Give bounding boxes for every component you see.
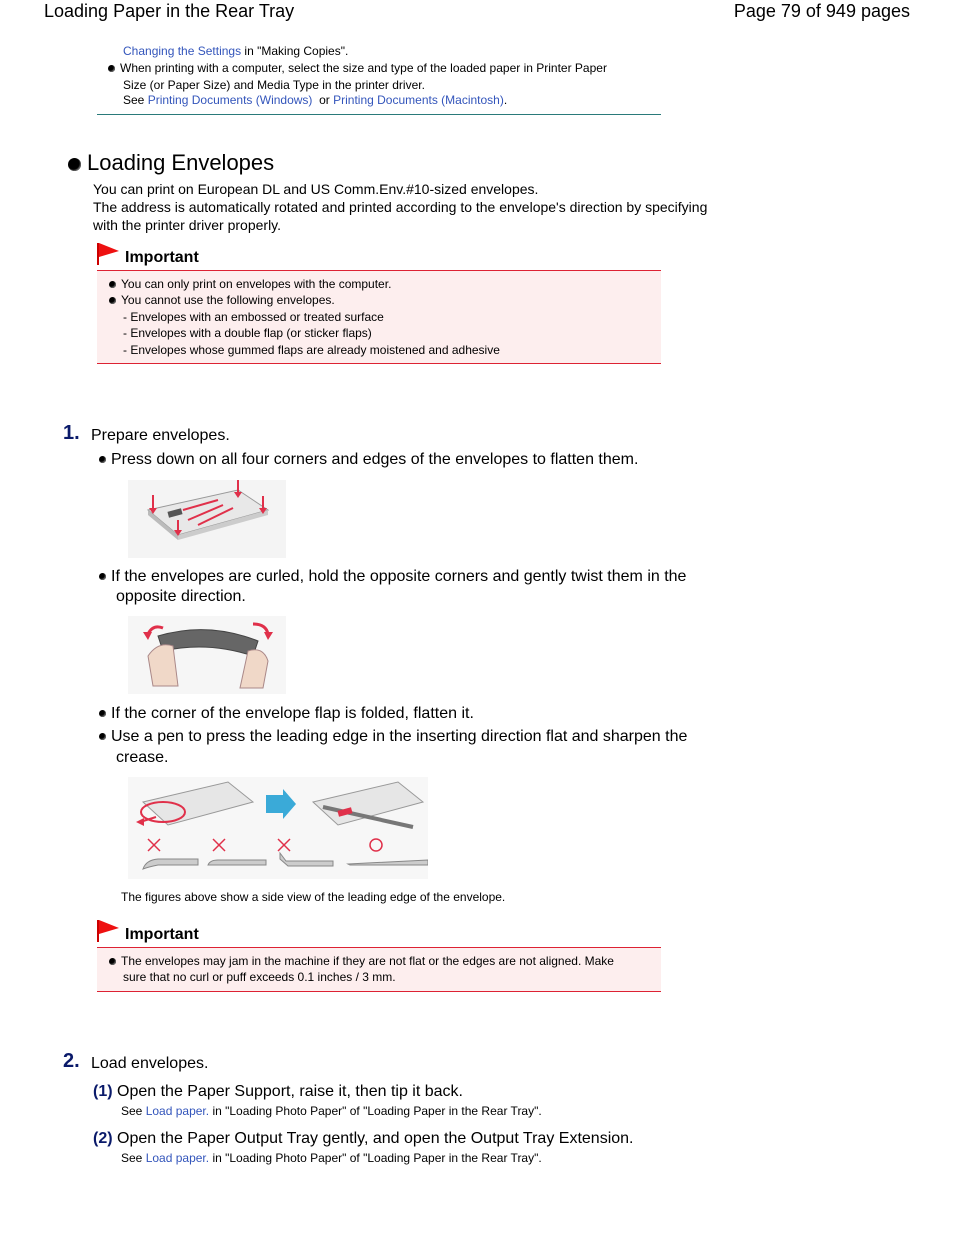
important2-bullet: The envelopes may jam in the machine if they are not flat or the edges are not aligned. Make <box>109 953 614 969</box>
intro-line-2: The address is automatically rotated and printed according to the envelope's direction by specifying <box>93 199 708 215</box>
heading-bullet-icon <box>68 158 81 171</box>
substep-1: (1) Open the Paper Support, raise it, then tip it back. <box>93 1083 463 1100</box>
note-bullet: When printing with a computer, select the size and type of the loaded paper in Printer Paper <box>108 60 607 76</box>
step-number-1: 1. <box>63 422 80 444</box>
step1-bullet-1: Press down on all four corners and edges of the envelopes to flatten them. <box>99 450 638 470</box>
bullet-icon <box>108 65 115 72</box>
bullet-icon <box>109 297 116 304</box>
note-bullet-cont: Size (or Paper Size) and Media Type in the printer driver. <box>123 78 425 92</box>
bullet-icon <box>99 733 106 740</box>
important-detail-3: - Envelopes whose gummed flaps are already moistened and adhesive <box>123 343 500 357</box>
twist-envelope-figure <box>128 616 286 694</box>
important-title: Important <box>125 249 199 266</box>
substep-2-see: See Load paper. in "Loading Photo Paper" of "Loading Paper in the Rear Tray". <box>121 1151 542 1165</box>
step-number-2: 2. <box>63 1050 80 1072</box>
intro-line-3: with the printer driver properly. <box>93 217 282 233</box>
step-label-1: Prepare envelopes. <box>91 427 230 444</box>
step1-bullet-2: If the envelopes are curled, hold the opposite corners and gently twist them in the <box>99 567 686 587</box>
flatten-envelope-figure <box>128 480 286 558</box>
step1-bullet-2-cont: opposite direction. <box>116 588 246 605</box>
divider <box>97 114 661 115</box>
substep-2: (2) Open the Paper Output Tray gently, and open the Output Tray Extension. <box>93 1130 634 1147</box>
important-box <box>97 270 661 364</box>
bullet-icon <box>99 573 106 580</box>
figure-caption: The figures above show a side view of the leading edge of the envelope. <box>121 890 506 904</box>
page-counter: Page 79 of 949 pages <box>733 1 910 21</box>
page-header-title: Loading Paper in the Rear Tray <box>44 1 295 21</box>
bullet-icon <box>109 958 116 965</box>
link-printing-mac[interactable]: Printing Documents (Macintosh) <box>333 93 504 107</box>
flag-icon <box>96 918 120 942</box>
crease-envelope-figure <box>128 777 428 879</box>
important-detail-1: - Envelopes with an embossed or treated surface <box>123 310 384 324</box>
important-bullet-1: You can only print on envelopes with the computer. <box>109 276 391 292</box>
see-links: See Printing Documents (Windows) or Printing Documents (Macintosh). <box>123 93 508 107</box>
link-load-paper-1[interactable]: Load paper. <box>145 1104 210 1118</box>
substep-1-see: See Load paper. in "Loading Photo Paper" of "Loading Paper in the Rear Tray". <box>121 1104 542 1118</box>
flag-icon <box>96 241 120 265</box>
important-bullet-2: You cannot use the following envelopes. <box>109 292 335 308</box>
note-line-1: Changing the Settings in "Making Copies". <box>123 44 349 58</box>
bullet-icon <box>109 281 116 288</box>
step1-bullet-4: Use a pen to press the leading edge in the inserting direction flat and sharpen the <box>99 727 687 747</box>
step1-bullet-3: If the corner of the envelope flap is folded, flatten it. <box>99 704 474 724</box>
bullet-icon <box>99 456 106 463</box>
important-detail-2: - Envelopes with a double flap (or sticker flaps) <box>123 326 372 340</box>
link-printing-windows[interactable]: Printing Documents (Windows) <box>147 93 313 107</box>
important-title-2: Important <box>125 926 199 943</box>
important2-bullet-cont: sure that no curl or puff exceeds 0.1 inches / 3 mm. <box>123 970 396 984</box>
intro-line-1: You can print on European DL and US Comm.Env.#10-sized envelopes. <box>93 181 539 197</box>
step1-bullet-4-cont: crease. <box>116 749 169 766</box>
section-heading: Loading Envelopes <box>68 150 274 176</box>
link-load-paper-2[interactable]: Load paper. <box>145 1151 210 1165</box>
step-label-2: Load envelopes. <box>91 1055 209 1072</box>
link-changing-settings[interactable]: Changing the Settings <box>123 44 242 58</box>
important-box-2 <box>97 947 661 992</box>
bullet-icon <box>99 710 106 717</box>
